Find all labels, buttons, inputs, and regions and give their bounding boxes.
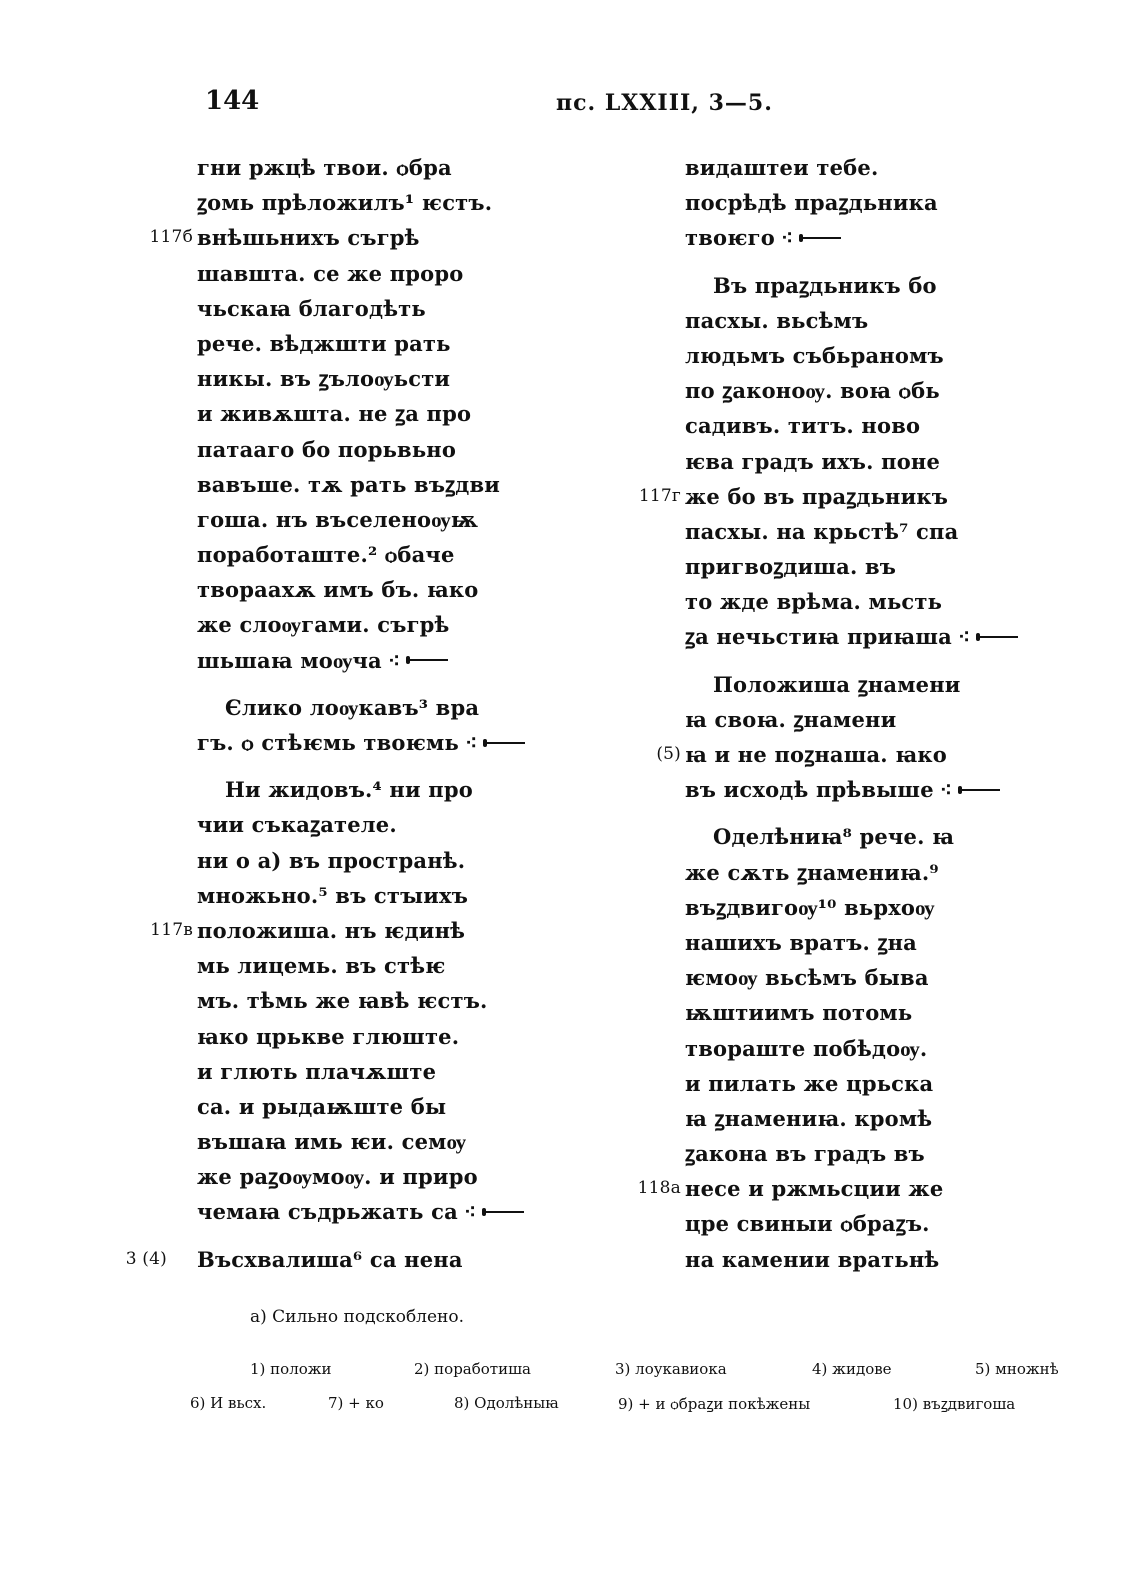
line-text: рече. вѣджшти рать	[197, 330, 451, 356]
line-text: шавшта. се же проро	[197, 260, 464, 286]
line-text: никы. въ ꙁълоѹьсти	[197, 366, 451, 392]
line-text: патааго бо порьвьно	[197, 436, 457, 462]
line-text: несе и ржмьсции же	[685, 1176, 944, 1202]
text-line	[149, 220, 527, 255]
verse-end-rule	[406, 659, 448, 661]
text-line	[685, 819, 1015, 854]
line-text: поработаште.² ѻбаче	[197, 542, 455, 568]
verse-end-mark: ⁖	[387, 647, 401, 673]
text-line	[197, 690, 527, 725]
verse-end-mark: ⁖	[939, 777, 953, 803]
margin-folio-mark: 117в	[150, 919, 193, 940]
line-text: въшаꙗ имь ѥи. семѹ	[197, 1129, 467, 1155]
variant-reading: 3) лоукавиока	[615, 1360, 727, 1378]
text-line	[197, 843, 527, 878]
variant-reading: 10) въꙁдвигоша	[893, 1395, 1016, 1413]
variant-reading: 1) положи	[250, 1360, 332, 1378]
text-line	[685, 667, 1015, 702]
text-line	[197, 1019, 527, 1054]
line-text: посрѣдѣ праꙁдьника	[685, 190, 938, 216]
variant-reading: 4) жидове	[812, 1360, 892, 1378]
text-line	[685, 1242, 1015, 1277]
line-text: ѥва градъ ихъ. поне	[685, 448, 941, 474]
line-text: ѭштиимъ потомь	[685, 1000, 913, 1026]
text-line	[125, 1242, 527, 1277]
line-text: гъ. ѻ стѣѥмь твоѥмь	[197, 730, 459, 755]
line-text: видаштеи тебе.	[685, 155, 879, 180]
text-line	[685, 960, 1015, 995]
verse-end-rule	[483, 742, 525, 744]
text-line	[685, 185, 1015, 220]
line-text: людьмъ събьраномъ	[685, 342, 944, 368]
variant-reading: 8) Одолѣныꙗ	[454, 1394, 559, 1412]
text-line	[685, 702, 1015, 737]
text-line	[685, 303, 1015, 338]
line-text: чьскаꙗ благодѣть	[197, 295, 426, 321]
line-text: ни о а) въ пространѣ.	[197, 847, 466, 873]
line-text: Оделѣниꙗ⁸ рече. ꙗ	[713, 824, 955, 850]
text-line	[685, 444, 1015, 479]
variant-reading: 2) поработиша	[414, 1360, 531, 1378]
text-line	[685, 150, 1015, 185]
line-text: ꙁа нечьстиꙗ приꙗша	[685, 624, 952, 650]
text-line	[685, 1206, 1015, 1241]
text-line	[685, 1066, 1015, 1101]
right-column	[637, 150, 1015, 1277]
variant-reading: 6) И вьсх.	[190, 1394, 267, 1412]
line-text: цре свиныи ѻбраꙁъ.	[685, 1211, 930, 1237]
line-text: ꙗко црькве глюште.	[197, 1023, 460, 1049]
line-text: же бо въ праꙁдьникъ	[685, 483, 949, 509]
text-line	[685, 338, 1015, 373]
line-text: Ни жидовъ.⁴ ни про	[225, 777, 473, 803]
line-text: гоша. нъ въселеноѹѭ	[197, 506, 479, 532]
text-line	[637, 1171, 1015, 1206]
page-number: 144	[205, 86, 260, 116]
line-text: множьно.⁵ въ стꙑихъ	[197, 882, 469, 908]
line-text: садивъ. титъ. ново	[685, 413, 921, 439]
text-line	[197, 185, 527, 220]
text-line	[197, 256, 527, 291]
verse-end-mark: ⁖	[780, 225, 794, 251]
text-line	[685, 772, 1015, 807]
variant-reading: 7) + ко	[328, 1394, 384, 1412]
line-text: мь лицемь. въ стѣѥ	[197, 953, 446, 979]
line-text: ꙗ ꙁнамениꙗ. кромѣ	[685, 1105, 933, 1131]
text-line	[685, 220, 1015, 255]
line-text: по ꙁаконоѹ. воꙗ ѻбь	[685, 378, 940, 404]
line-text: мъ. тѣмь же ꙗвѣ ѥстъ.	[197, 988, 488, 1014]
text-line	[638, 479, 1015, 514]
text-line	[197, 607, 527, 642]
text-line	[197, 1159, 527, 1194]
line-text: на камении вратьнѣ	[685, 1246, 940, 1272]
line-text: чемаꙗ съдрьжать са	[197, 1199, 458, 1225]
line-text: ꙁакона въ градъ въ	[685, 1141, 925, 1167]
line-text: шьшаꙗ моѹча	[197, 647, 382, 673]
line-text: же раꙁоѹмоѹ. и приро	[197, 1164, 478, 1190]
text-line	[197, 1089, 527, 1124]
line-text: Положиша ꙁнамени	[713, 671, 961, 697]
line-text: чии съкаꙁателе.	[197, 812, 397, 838]
line-text: внѣшьнихъ съгрѣ	[197, 225, 420, 251]
line-text: же слоѹгами. съгрѣ	[197, 612, 450, 638]
line-text: и пилать же црьска	[685, 1070, 934, 1096]
line-text: положиша. нъ ѥдинѣ	[197, 917, 466, 943]
variant-reading: 5) множнѣ	[975, 1360, 1059, 1378]
text-line	[197, 983, 527, 1018]
line-text: въ исходѣ прѣвыше	[685, 777, 934, 803]
text-line	[685, 514, 1015, 549]
line-text: вавъше. тѫ рать въꙁдви	[197, 471, 501, 497]
text-line	[685, 995, 1015, 1030]
text-line	[197, 1054, 527, 1089]
text-line	[685, 1136, 1015, 1171]
text-line	[197, 502, 527, 537]
text-line	[197, 537, 527, 572]
text-line	[197, 396, 527, 431]
text-line	[685, 855, 1015, 890]
text-line	[685, 408, 1015, 443]
verse-end-rule	[976, 636, 1018, 638]
text-line	[197, 1194, 527, 1229]
text-line	[197, 326, 527, 361]
line-text: въꙁдвигоѹ¹⁰ вьрхоѹ	[685, 894, 935, 920]
text-line	[685, 549, 1015, 584]
line-text: твораахѫ имъ бъ. ꙗко	[197, 577, 479, 603]
text-line	[150, 913, 527, 948]
line-text: Въ праꙁдьникъ бо	[713, 272, 937, 298]
line-text: пасхы. на крьстѣ⁷ спа	[685, 518, 959, 544]
line-text: и глють плачѫште	[197, 1058, 437, 1084]
running-head: пс. LXXIII, 3—5.	[556, 90, 773, 116]
margin-folio-mark: 3 (4)	[125, 1248, 167, 1269]
line-text: са. и рыдаѭште бы	[197, 1093, 447, 1119]
line-text: Єлико лоѹкавъ³ вра	[225, 694, 480, 720]
line-text: нашихъ вратъ. ꙁна	[685, 929, 917, 955]
footnote-a: а) Сильно подскоблено.	[250, 1307, 465, 1327]
text-line	[685, 373, 1015, 408]
margin-folio-mark: 117г	[638, 485, 681, 506]
line-text: пригвоꙁдиша. въ	[685, 554, 897, 580]
text-line	[197, 725, 527, 760]
line-text: ꙁомь прѣложилъ¹ ѥстъ.	[197, 190, 493, 216]
text-line	[656, 737, 1015, 772]
margin-folio-mark: 118а	[637, 1178, 681, 1199]
verse-end-mark: ⁖	[957, 624, 971, 650]
text-line	[197, 643, 527, 678]
text-line	[685, 925, 1015, 960]
text-line	[197, 878, 527, 913]
verse-end-rule	[799, 237, 841, 239]
margin-folio-mark: (5)	[656, 744, 681, 764]
verse-end-rule	[958, 789, 1000, 791]
text-line	[197, 948, 527, 983]
verse-end-mark: ⁖	[464, 730, 478, 755]
text-line	[197, 772, 527, 807]
line-text: то жде врѣма. мьсть	[685, 589, 943, 615]
text-line	[197, 1124, 527, 1159]
line-text: ѥмоѹ вьсѣмъ быва	[685, 965, 929, 991]
left-column	[125, 150, 527, 1277]
line-text: твоѥго	[685, 225, 775, 251]
line-text: Въсхвалиша⁶ са нена	[197, 1246, 463, 1272]
verse-end-rule	[482, 1211, 524, 1213]
text-line	[685, 1031, 1015, 1066]
text-line	[685, 584, 1015, 619]
margin-folio-mark: 117б	[149, 227, 193, 248]
line-text: ꙗ и не поꙁнаша. ꙗко	[685, 742, 947, 767]
text-line	[197, 150, 527, 185]
text-line	[197, 291, 527, 326]
line-text: твораште побѣдоѹ.	[685, 1035, 928, 1061]
line-text: пасхы. вьсѣмъ	[685, 307, 869, 333]
text-line	[685, 268, 1015, 303]
variant-reading: 9) + и ѻбраꙁи покѣжены	[618, 1395, 811, 1413]
text-line	[197, 807, 527, 842]
text-line	[197, 432, 527, 467]
text-line	[197, 572, 527, 607]
text-line	[197, 467, 527, 502]
text-line	[685, 890, 1015, 925]
text-line	[197, 361, 527, 396]
verse-end-mark: ⁖	[463, 1199, 477, 1225]
text-line	[685, 1101, 1015, 1136]
line-text: и живѫшта. не ꙁа про	[197, 401, 472, 427]
line-text: ꙗ своꙗ. ꙁнамени	[685, 706, 897, 732]
line-text: гни ржцѣ твои. ѻбра	[197, 155, 452, 180]
text-line	[685, 619, 1015, 654]
line-text: же сѫть ꙁнамениꙗ.⁹	[685, 859, 939, 885]
